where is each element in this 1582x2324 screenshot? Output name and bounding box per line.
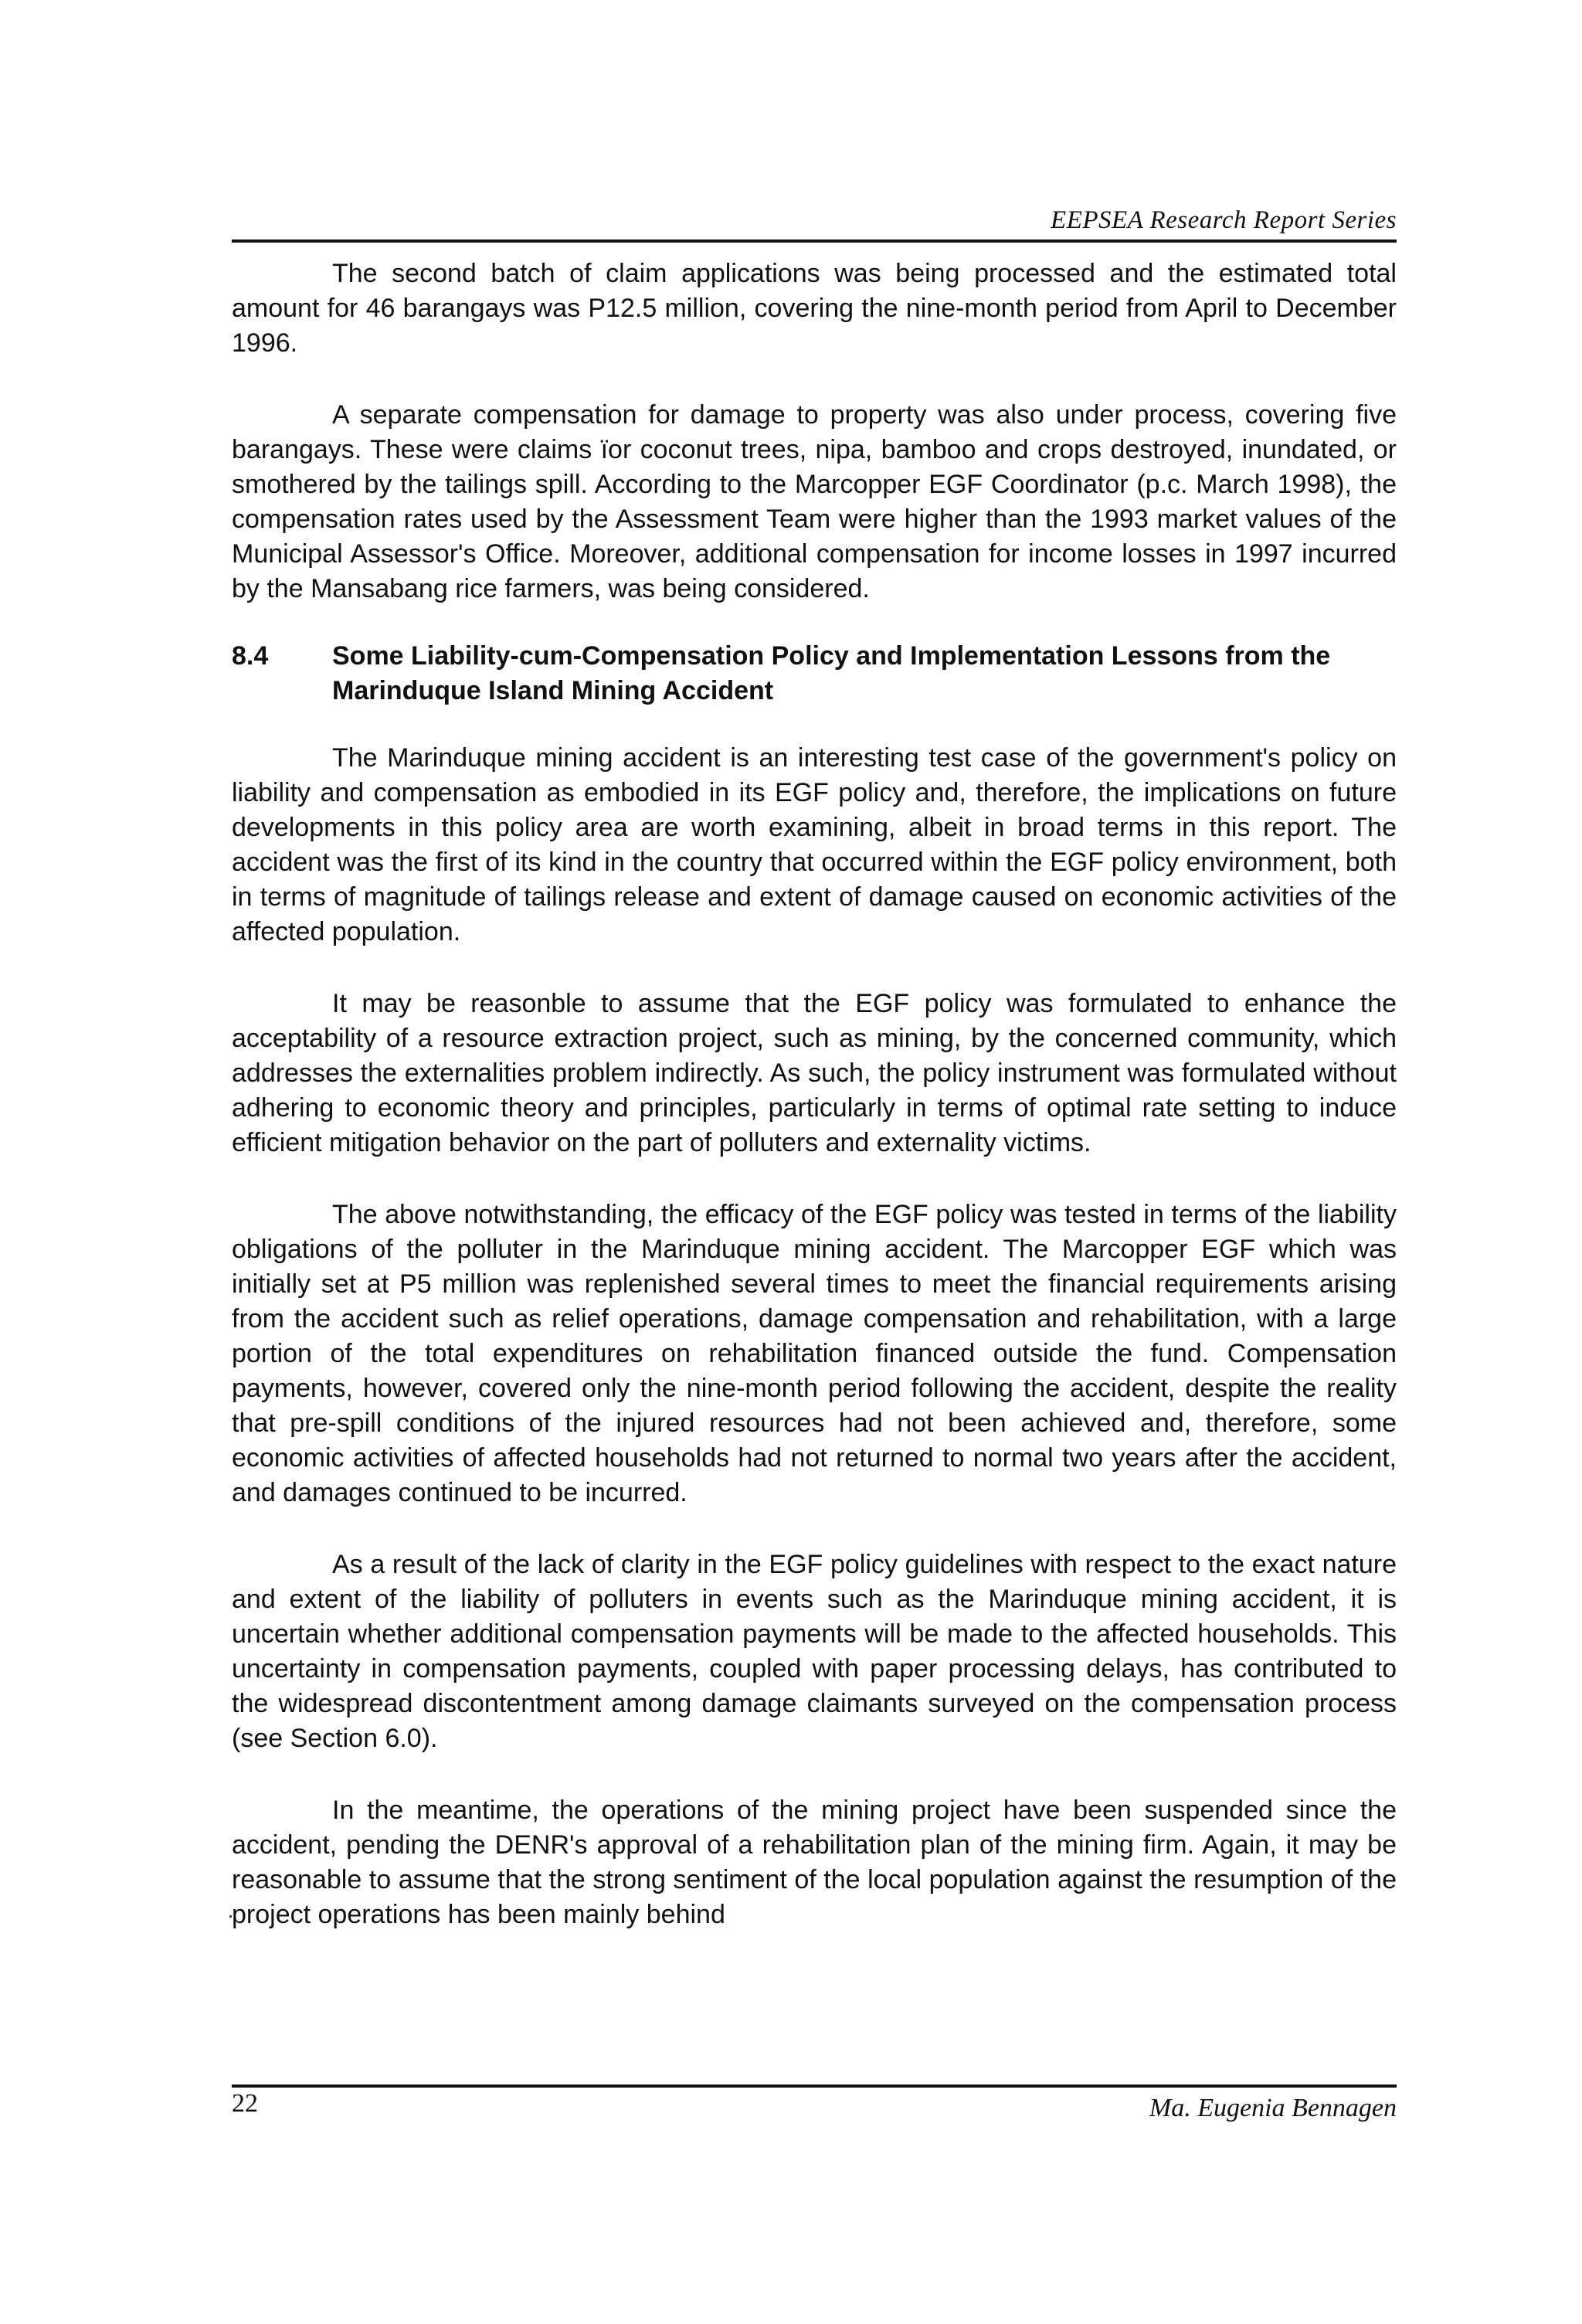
author-name: Ma. Eugenia Bennagen <box>1149 2094 1397 2122</box>
paragraph-operations-suspended: In the meantime, the operations of the mining project have been suspended since the accident, pending the DENR's approval of a rehabilitation plan of the mining firm. Again, it may be reasonable to assume that the strong sentiment of the local population against the resumption of the project operations has been mainly behind <box>232 1796 1397 1929</box>
section-title: Some Liability-cum-Compensation Policy and Implementation Lessons from the Marinduque Island Mining Accident <box>332 641 1331 705</box>
page-number: 22 <box>232 2089 258 2118</box>
scan-speck <box>229 1915 232 1918</box>
paragraph-property-damage-compensation: A separate compensation for damage to property was also under process, covering five barangays. These were claims ïor coconut trees, nipa, bamboo and crops destroyed, inundated, or smothered by the tailings spill. According to the Marcopper EGF Coordinator (p.c. March 1998), the compensation rates used by the Assessment Team were higher than the 1993 market values of the Municipal Assessor's Office. Moreover, additional compensation for income losses in 1997 incurred by the Mansabang rice farmers, was being considered. <box>232 400 1397 603</box>
page-footer <box>232 2084 1397 2134</box>
body-text <box>232 257 1397 1969</box>
paragraph-second-batch-claims: The second batch of claim applications was being processed and the estimated total amount for 46 barangays was P12.5 million, covering the nine-month period from April to December 1996. <box>232 259 1397 358</box>
series-title: EEPSEA Research Report Series <box>1051 206 1397 234</box>
paragraph-liability-uncertainty: As a result of the lack of clarity in the EGF policy guidelines with respect to the exact nature and extent of the liability of polluters in events such as the Marinduque mining accident, it is uncertain whether additional compensation payments will be made to the affected households. This uncertainty in compensation payments, coupled with paper processing delays, has contributed to the widespread discontentment among damage claimants surveyed on the compensation process (see Section 6.0). <box>232 1550 1397 1753</box>
paragraph-test-case: The Marinduque mining accident is an interesting test case of the government's policy on liability and compensation as embodied in its EGF policy and, therefore, the implications on future developments in this policy area are worth examining, albeit in broad terms in this report. The accident was the first of its kind in the country that occurred within the EGF policy environment, both in terms of magnitude of tailings release and extent of damage caused on economic activities of the affected population. <box>232 743 1397 946</box>
paragraph-egf-efficacy: The above notwithstanding, the efficacy of the EGF policy was tested in terms of the liability obligations of the polluter in the Marinduque mining accident. The Marcopper EGF which was initially set at P5 million was replenished several times to meet the financial requirements arising from the accident such as relief operations, damage compensation and rehabilitation, with a large portion of the total expenditures on rehabilitation financed outside the fund. Compensation payments, however, covered only the nine-month period following the accident, despite the reality that pre-spill conditions of the injured resources had not been achieved and, therefore, some economic activities of affected households had not returned to normal two years after the accident, and damages continued to be incurred. <box>232 1200 1397 1507</box>
section-heading <box>232 639 1397 708</box>
page-header <box>232 193 1397 243</box>
section-number: 8.4 <box>232 641 269 671</box>
paragraph-egf-policy-formulation: It may be reasonble to assume that the EGF policy was formulated to enhance the acceptability of a resource extraction project, such as mining, by the concerned community, which addresses the externalities problem indirectly. As such, the policy instrument was formulated without adhering to economic theory and principles, particularly in terms of optimal rate setting to induce efficient mitigation behavior on the part of polluters and externality victims. <box>232 989 1397 1157</box>
